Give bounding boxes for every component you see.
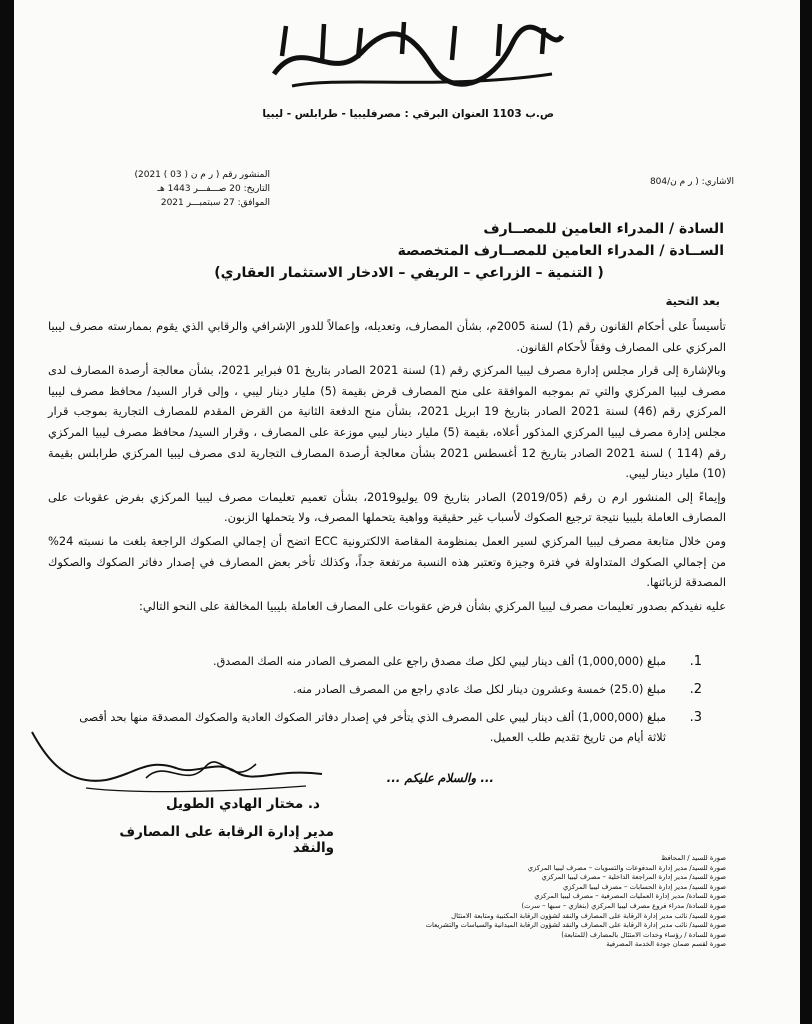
letter-body (48, 316, 726, 619)
penalty-text: مبلغ (1,000,000) ألف دينار ليبي لكل صك مصدق راجع على المصرف الصادر منه الصك المصدق. (213, 655, 666, 668)
cc-item: صورة للسيد/ مدير إدارة المدفوعات والتسويات – مصرف ليبيا المركزي (527, 863, 726, 872)
penalty-text: مبلغ (25.0) خمسة وعشرون دينار لكل صك عادي راجع من المصرف الصادر منه. (293, 683, 666, 696)
signatory-name: د. مختار الهادي الطويل (165, 796, 320, 812)
letter-page (14, 0, 800, 1024)
penalty-number: 3. (689, 710, 702, 725)
cc-item: صورة للسادة/ مدراء فروع مصرف ليبيا المركزي (بنغازي – سبها – سرت) (521, 901, 726, 910)
body-paragraph: وبالإشارة إلى قرار مجلس إدارة مصرف ليبيا المركزي رقم (1) لسنة 2021 الصادر بتاريخ 01 فبراير 2021، بشأن معالجة أرصدة المصارف لدى مصرف ليبيا المركزي والتي تم بموجبه الموافقة على منح المصارف قرض بقيمة (5) مليار دينار ليبي ، وإلى قرار السيد/ محافظ مصرف ليبيا المركزي رقم (46) لسنة 2021 الصادر بتاريخ 19 ابريل 2021، بشأن منح الدفعة الثانية من القرض المقدم للمصارف التجارية بموجب قرار مجلس إدارة مصرف ليبيا المركزي المذكور أعلاه، بقيمة (5) مليار دينار ليبي موزعة على المصارف ، وقرار السيد/ محافظ مصرف ليبيا المركزي رقم (114 ) لسنة 2021 الصادر بتاريخ 12 أغسطس 2021 بشأن معالجة أرصدة المصارف التجارية لدى مصرف ليبيا المركزي طرابلس بقيمة (10) مليار دينار ليبي. (48, 363, 727, 481)
reference-index: الاشاري: ( ر م ن/804 (649, 177, 734, 187)
recipient-line: السادة / المدراء العامين للمصــارف (483, 221, 724, 237)
recipient-line: ( التنمية – الزراعي – الريفي – الادخار الاستثمار العقاري) (214, 265, 604, 281)
body-paragraph: عليه نفيدكم بصدور تعليمات مصرف ليبيا المركزي بشأن فرض عقوبات على المصارف العاملة بليبيا المخالفة على النحو التالي: (139, 598, 726, 613)
reference-block (110, 168, 270, 210)
penalty-item (70, 680, 702, 700)
bank-logo (262, 14, 572, 96)
cc-item: صورة للسادة / رؤساء وحدات الامتثال بالمصارف (للمتابعة) (561, 930, 726, 939)
cc-item: صورة للسادة/ مدير إدارة العمليات المصرفية – مصرف ليبيا المركزي (534, 892, 726, 901)
penalty-number: 1. (689, 654, 702, 669)
greeting: بعد التحية (665, 294, 720, 308)
cc-item: صورة لقسم ضمان جودة الخدمة المصرفية (606, 940, 726, 949)
cc-item: صورة للسيد / المحافظ (661, 854, 726, 862)
penalty-number: 2. (689, 682, 702, 697)
date-gregorian: الموافق: 27 سبتمبـــر 2021 (160, 198, 270, 208)
cc-item: صورة للسيد/ مدير إدارة المراجعة الداخلية – مصرف ليبيا المركزي (541, 873, 726, 882)
cc-item: صورة للسيد/ نائب مدير إدارة الرقابة على المصارف والنقد لشؤون الرقابة الميدانية والسياسات والتشريعات (425, 921, 726, 930)
penalty-item (70, 652, 702, 672)
cc-list (366, 854, 726, 950)
letterhead-address: ص.ب 1103 العنوان البرقي : مصرفليبيا - طرابلس - ليبيا (262, 108, 554, 120)
circular-number: المنشور رقم ( ر م ن ( 03 ) 2021) (134, 170, 270, 180)
cc-item: صورة للسيد/ نائب مدير إدارة الرقابة على المصارف والنقد لشؤون الرقابة المكتبية ومتابعة الامتثال (451, 911, 726, 920)
body-paragraph: وإيماءً إلى المنشور ارم ن رقم (2019/05) الصادر بتاريخ 09 يوليو2019، بشأن تعميم تعليمات مصرف ليبيا المركزي بفرض عقوبات على المصارف العاملة بليبيا نتيجة ترجيع الصكوك لأسباب غير حقيقية وواهية يتحملها المصرف، ولا يتحملها الزبون. (48, 489, 727, 525)
recipient-line: الســادة / المدراء العامين للمصــارف المتخصصة (397, 243, 724, 259)
body-paragraph: تأسيساً على أحكام القانون رقم (1) لسنة 2005م، بشأن المصارف، وتعديله، وإعمالاً للدور الإشرافي والرقابي الذي يقوم بممارسته مصرف ليبيا المركزي على المصارف وفقاً لأحكام القانون. (48, 319, 726, 354)
penalty-text: مبلغ (1,000,000) ألف دينار ليبي على المصرف الذي يتأخر في إصدار دفاتر الصكوك العادية والصكوك المصدقة منها بحد أقصى ثلاثة أيام من تاريخ تقديم طلب العميل. (79, 711, 666, 744)
cc-item: صورة للسيد/ مدير إدارة الحسابات – مصرف ليبيا المركزي (562, 882, 726, 891)
date-hijri: التاريخ: 20 صـــفـــر 1443 هـ (157, 184, 270, 194)
body-paragraph: ومن خلال متابعة مصرف ليبيا المركزي لسير العمل بمنظومة المقاصة الالكترونية ECC اتضح أن إجمالي الصكوك الراجعة بلغت ما نسبته 24% من إجمالي الصكوك المتداولة في فترة وجيزة وتعتبر هذه النسبة مرتفعة جداً، وكذلك تأخر بعض المصارف في إصدار دفاتر الصكوك والصكوك المصدقة لزبائنها. (48, 533, 726, 590)
handwritten-signature (26, 728, 326, 798)
closing-salutation: ... والسلام عليكم ... (386, 771, 494, 785)
right-dark-border (800, 0, 812, 1024)
left-dark-border (0, 0, 14, 1024)
signatory-title: مدير إدارة الرقابة على المصارف والنقد (119, 824, 334, 856)
recipients-block (134, 218, 724, 284)
